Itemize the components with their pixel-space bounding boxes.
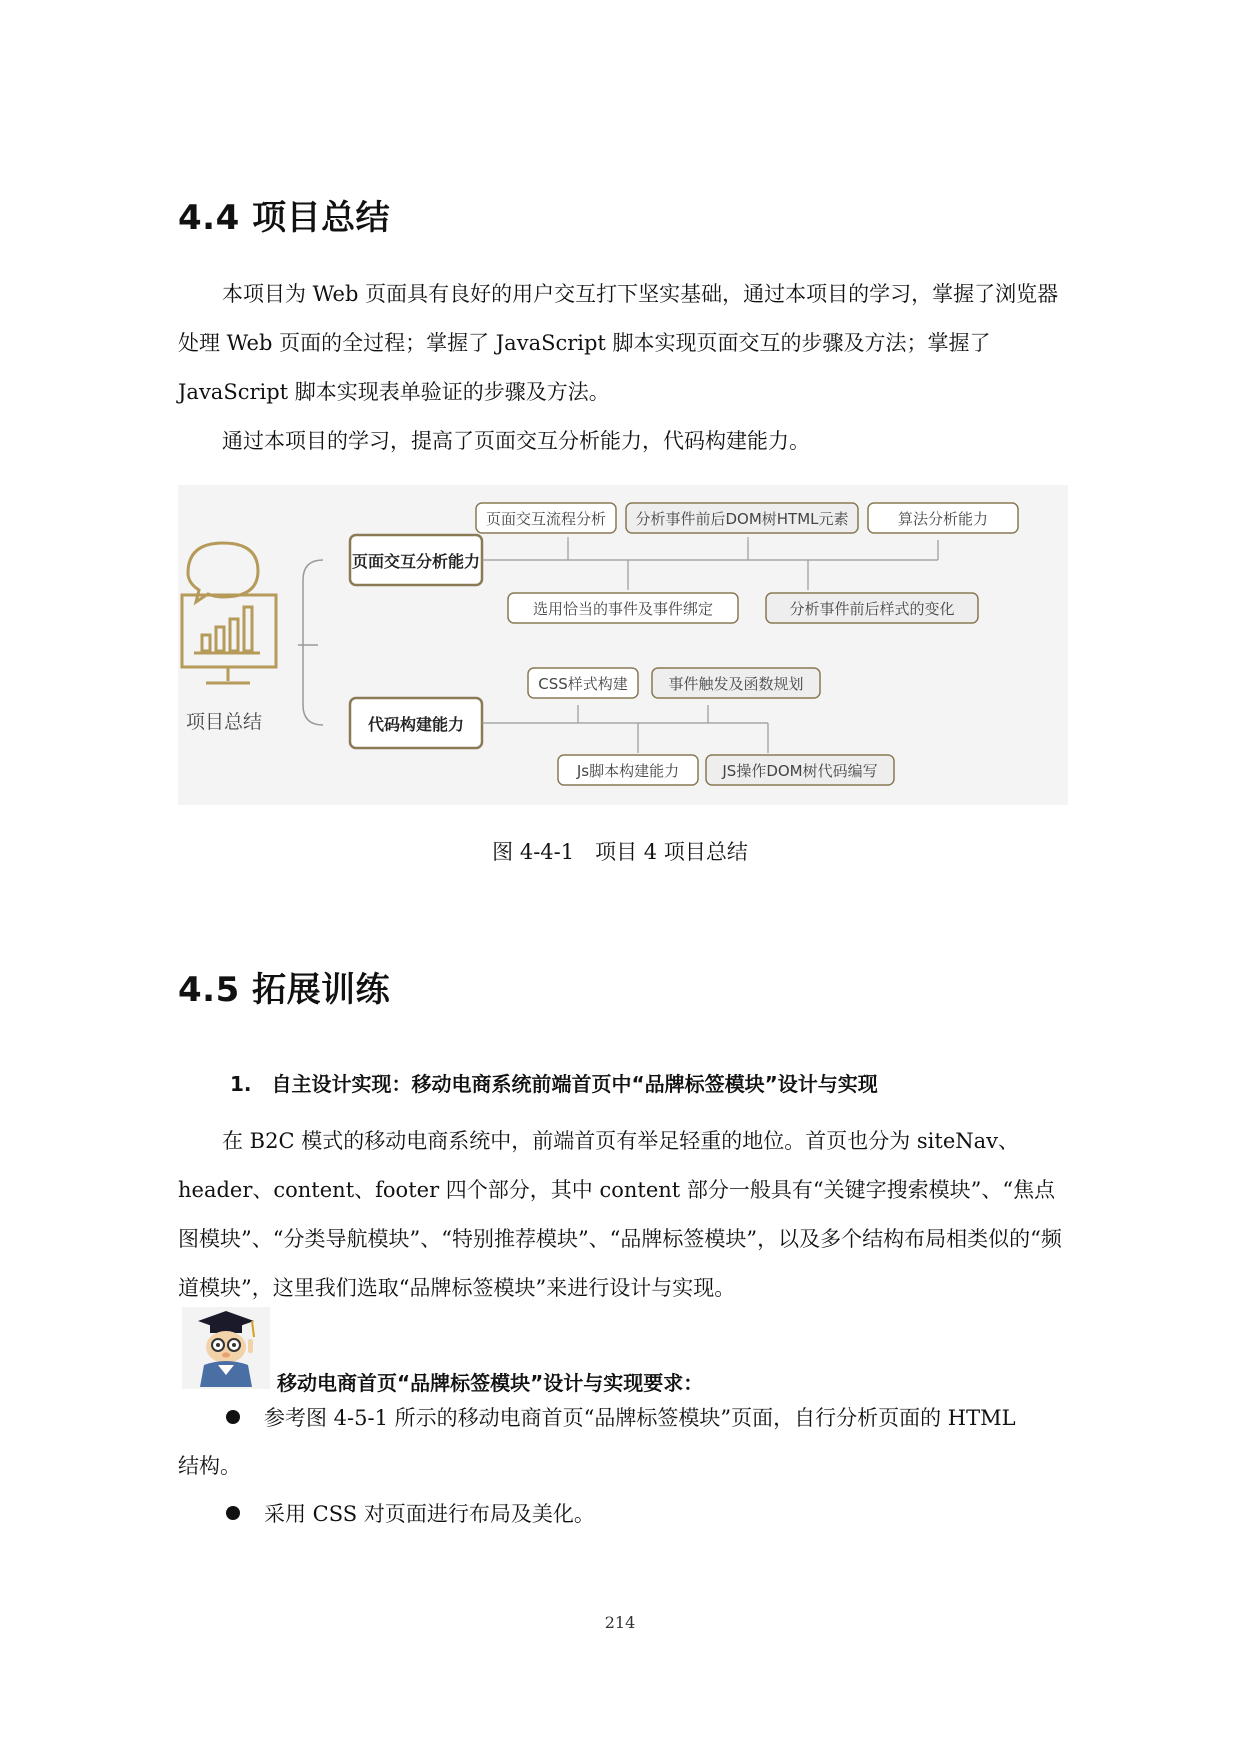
- bullet-1-continuation: 结构。: [178, 1454, 241, 1478]
- bullet-dot-icon: [226, 1410, 240, 1424]
- leaf-1-3: 算法分析能力: [897, 510, 989, 528]
- exercise-text: 在 B2C 模式的移动电商系统中，前端首页有举足轻重的地位。首页也分为 siteNav、header、content、footer 四个部分，其中 content 部分一般具有“关键字搜索模块”、“焦点图模块”、“分类导航模块”、“特别推荐模块”、“品牌标签模块”，以及多个结构布局相类似的“频道模块”，这里我们选取“品牌标签模块”来进行设计与实现。: [178, 1129, 1062, 1300]
- leaf-1-5: 分析事件前后样式的变化: [789, 600, 955, 618]
- summary-paragraph-2: [178, 417, 1068, 466]
- summary-text: 本项目为 Web 页面具有良好的用户交互打下坚实基础，通过本项目的学习，掌握了浏览器处理 Web 页面的全过程；掌握了 JavaScript 脚本实现页面交互的步骤及方法；掌握了 JavaScript 脚本实现表单验证的步骤及方法。: [178, 282, 1059, 404]
- mindmap-figure: [178, 485, 1068, 805]
- section-title-4-5: 4.5 拓展训练: [178, 970, 391, 1010]
- root-label: 项目总结: [186, 711, 263, 733]
- branch-label-2: 代码构建能力: [367, 715, 465, 734]
- summary-text-2: 通过本项目的学习，提高了页面交互分析能力，代码构建能力。: [222, 429, 810, 453]
- leaf-2-4: JS操作DOM树代码编写: [722, 762, 878, 780]
- leaf-2-3: Js脚本构建能力: [576, 762, 680, 780]
- page-number: 214: [604, 1613, 636, 1632]
- section-title-4-4: 4.4 项目总结: [178, 198, 391, 238]
- exercise-subheading: 1. 自主设计实现：移动电商系统前端首页中“品牌标签模块”设计与实现: [230, 1072, 878, 1096]
- leaf-2-1: CSS样式构建: [538, 675, 628, 693]
- bullet-dot-icon: [226, 1506, 240, 1520]
- summary-paragraph: [178, 270, 1068, 417]
- leaf-2-2: 事件触发及函数规划: [668, 675, 804, 693]
- bullet-item-2: [226, 1498, 595, 1528]
- professor-mascot-icon: [182, 1307, 270, 1389]
- exercise-paragraph: [178, 1117, 1068, 1313]
- requirements-title: 移动电商首页“品牌标签模块”设计与实现要求：: [277, 1371, 704, 1395]
- figure-caption: 图 4-4-1 项目 4 项目总结: [492, 840, 748, 864]
- branch-label-1: 页面交互分析能力: [351, 552, 481, 571]
- bullet-2-text: 采用 CSS 对页面进行布局及美化。: [264, 1502, 595, 1526]
- bullet-item-1: [226, 1402, 1016, 1432]
- leaf-1-4: 选用恰当的事件及事件绑定: [532, 600, 714, 618]
- leaf-1-2: 分析事件前后DOM树HTML元素: [635, 510, 849, 528]
- bullet-1-text: 参考图 4-5-1 所示的移动电商首页“品牌标签模块”页面，自行分析页面的 HTML: [264, 1406, 1016, 1430]
- leaf-1-1: 页面交互流程分析: [485, 510, 607, 528]
